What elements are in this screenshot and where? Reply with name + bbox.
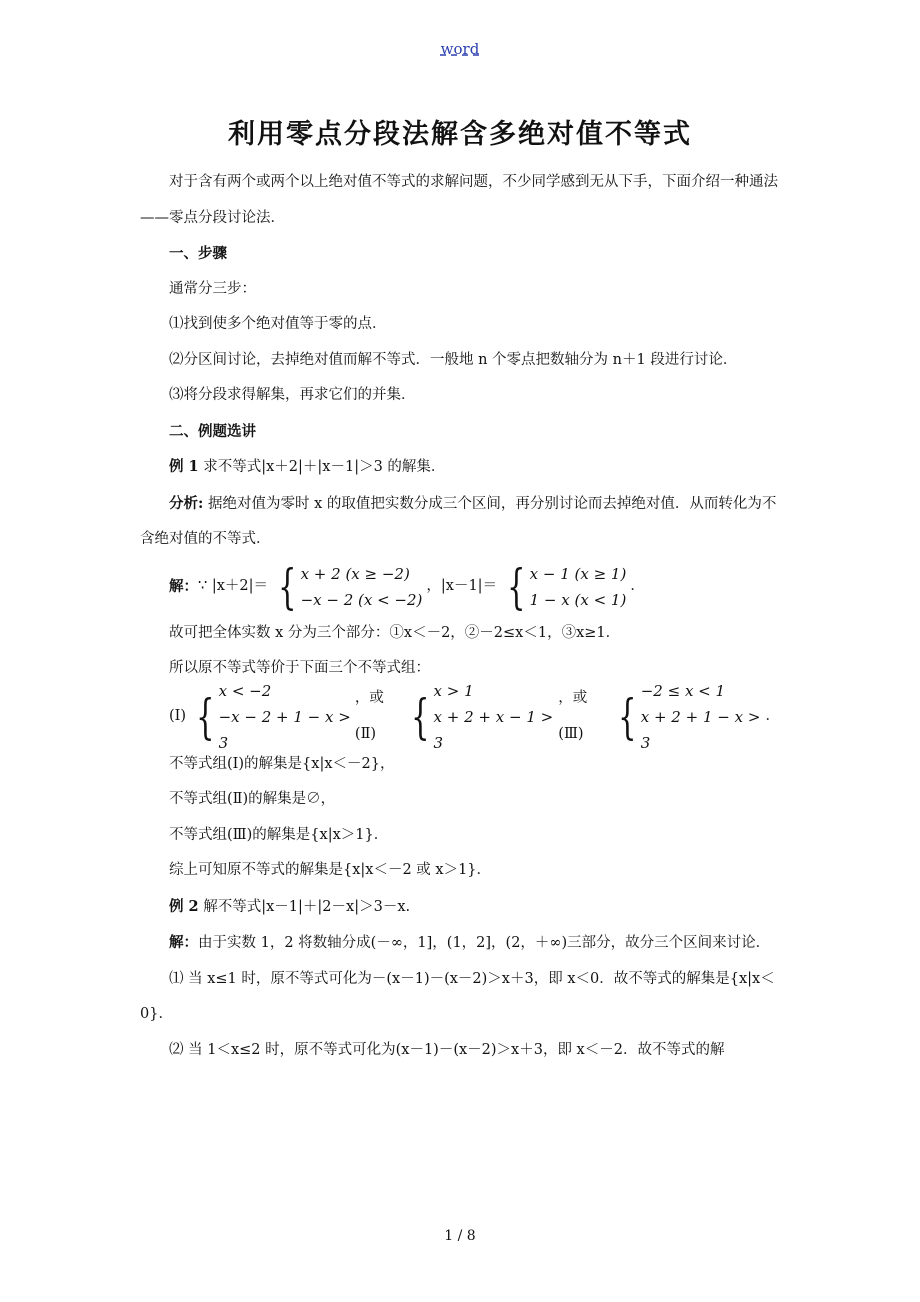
solution-2 — [140, 925, 780, 962]
system-3-a: −2 ≤ x < 1 — [640, 681, 726, 700]
example-1-text: 求不等式|x＋2|＋|x－1|＞3 的解集． — [203, 459, 446, 475]
step-2: ⑵分区间讨论，去掉绝对值而解不等式．一般地 n 个零点把数轴分为 n＋1 段进行讨论． — [169, 351, 738, 368]
solution-2-label: 解： — [169, 934, 198, 951]
system-1 — [190, 678, 351, 756]
brace-icon: { — [507, 558, 526, 615]
solution-label: 解： — [169, 577, 198, 595]
system-3-b: x + 2 + 1 − x > 3 — [640, 707, 761, 752]
result-3: 不等式组(Ⅲ)的解集是{x|x＞1}． — [169, 826, 389, 843]
brace-icon: { — [411, 688, 430, 745]
system-3 — [612, 678, 761, 756]
solution-because: ∵ |x＋2|＝ — [198, 577, 269, 594]
intro-paragraph: 对于含有两个或两个以上绝对值不等式的求解问题，不少同学感到无从下手，下面介绍一种通法——零点分段讨论法． — [140, 174, 778, 226]
step-1: ⑴找到使多个绝对值等于零的点． — [169, 316, 387, 332]
parts-line: 故可把全体实数 x 分为三个部分：①x＜－2，②－2≤x＜1，③x≥1． — [169, 624, 621, 641]
steps-lead: 通常分三步： — [169, 280, 256, 297]
step-3: ⑶将分段求得解集，再求它们的并集． — [169, 387, 416, 403]
analysis-paragraph — [140, 486, 780, 558]
analysis-text: 据绝对值为零时 x 的取值把实数分成三个区间，再分别讨论而去掉绝对值．从而转化为不含绝对值的不等式． — [140, 495, 777, 547]
result-1: 不等式组(Ⅰ)的解集是{x|x＜－2}， — [169, 755, 395, 772]
inequality-systems — [140, 681, 780, 752]
case-a2: −x − 2 (x < −2) — [300, 590, 423, 609]
equiv-line: 所以原不等式等价于下面三个不等式组： — [169, 660, 430, 676]
system-2-a: x > 1 — [433, 681, 474, 700]
system-3-label: ，或(Ⅲ) — [558, 690, 588, 742]
solution-piecewise — [140, 558, 780, 616]
piecewise-b — [501, 558, 627, 615]
example-2 — [140, 889, 780, 926]
system-1-b: −x − 2 + 1 − x > 3 — [218, 707, 351, 752]
brace-icon: { — [196, 688, 215, 745]
case-b1: x − 1 (x ≥ 1) — [529, 564, 627, 583]
solution-end: ． — [630, 577, 645, 594]
case-1-paragraph: ⑴ 当 x≤1 时，原不等式可化为－(x－1)－(x－2)＞x＋3，即 x＜0．故不等式的解集是{x|x＜0}． — [140, 970, 775, 1022]
case-b2: 1 − x (x < 1) — [529, 590, 627, 609]
brace-icon: { — [618, 688, 637, 745]
example-1 — [140, 449, 780, 486]
example-2-label: 例 2 — [169, 897, 199, 915]
brace-icon: { — [278, 558, 297, 615]
system-1-label: (Ⅰ) — [169, 707, 187, 724]
document-body — [140, 165, 780, 1068]
header-word-link[interactable]: word — [440, 40, 480, 58]
section-heading-examples: 二、例题选讲 — [169, 422, 256, 440]
system-1-a: x < −2 — [218, 681, 272, 700]
result-2: 不等式组(Ⅱ)的解集是∅， — [169, 791, 336, 807]
page-number: 1 / 8 — [444, 1228, 476, 1244]
section-heading-steps: 一、步骤 — [169, 245, 227, 262]
piecewise-a — [272, 558, 423, 615]
system-2-b: x + 2 + x − 1 > 3 — [433, 707, 554, 752]
solution-mid: ，|x－1|＝ — [426, 577, 498, 594]
systems-end: ． — [765, 707, 780, 724]
case-2-paragraph: ⑵ 当 1＜x≤2 时，原不等式可化为(x－1)－(x－2)＞x＋3，即 x＜－2．故不等式的解 — [169, 1041, 725, 1058]
example-2-text: 解不等式|x－1|＋|2－x|＞3－x. — [203, 898, 411, 915]
page-title: 利用零点分段法解含多绝对值不等式 — [228, 119, 692, 150]
summary-line: 综上可知原不等式的解集是{x|x＜－2 或 x＞1}． — [169, 862, 492, 878]
case-a1: x + 2 (x ≥ −2) — [300, 564, 410, 583]
solution-2-text: 由于实数 1，2 将数轴分成(－∞，1]，(1，2]，(2，＋∞)三部分，故分三个区间来讨论． — [198, 935, 771, 951]
example-1-label: 例 1 — [169, 458, 199, 475]
system-2 — [405, 678, 554, 756]
analysis-label: 分析: — [169, 494, 204, 512]
system-2-label: ，或(Ⅱ) — [354, 690, 384, 742]
